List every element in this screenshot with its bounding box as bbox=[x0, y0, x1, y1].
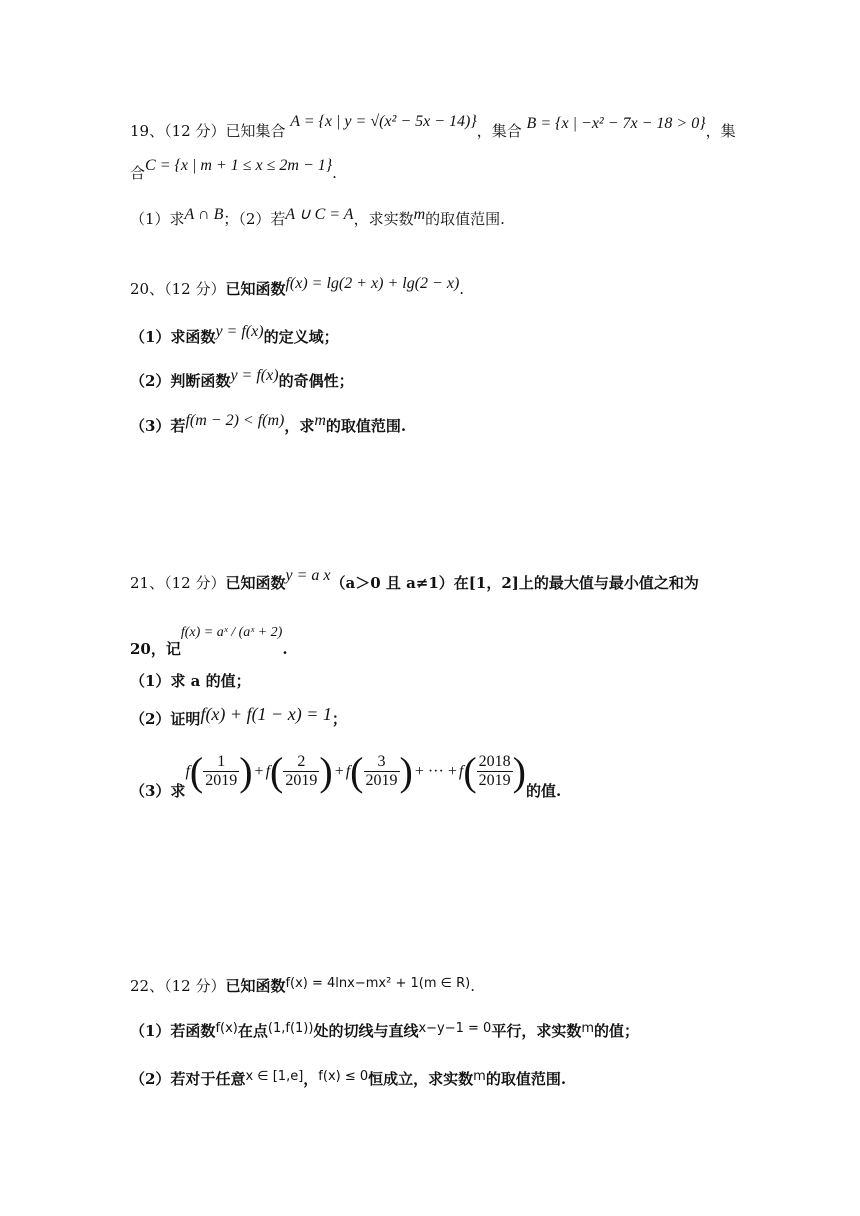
q22-part2 bbox=[130, 1068, 566, 1089]
q20-p1-c: 的定义域； bbox=[263, 328, 339, 346]
q21-number: 21、（12 分） bbox=[130, 574, 226, 592]
fraction-denominator: 2019 bbox=[285, 772, 318, 789]
q21-sum-expression bbox=[185, 748, 526, 794]
q21-part2 bbox=[130, 704, 347, 729]
q22-p2-a: （2）若对于任意 bbox=[130, 1070, 246, 1088]
sum-fraction bbox=[477, 753, 513, 790]
sum-term bbox=[185, 748, 253, 794]
q20-part1 bbox=[130, 323, 339, 347]
left-paren: ( bbox=[463, 748, 477, 794]
q22-p2-interval: x ∈ [1,e] bbox=[245, 1069, 304, 1084]
q20-part2 bbox=[130, 367, 354, 391]
q20-line1 bbox=[130, 275, 465, 299]
q21-condition: （a＞0 且 a≠1）在[1，2]上的最大值与最小值之和为 bbox=[330, 574, 699, 592]
q20-p3-expr: f(m − 2) < f(m) bbox=[185, 412, 285, 429]
sum-f: f bbox=[345, 762, 351, 780]
q19-text-tail: ，集 bbox=[705, 122, 736, 140]
q22-p2-g: 的取值范围. bbox=[485, 1070, 567, 1088]
q19-number: 19 bbox=[130, 122, 150, 140]
q21-p2-c: ； bbox=[331, 710, 347, 728]
q22-p2-c: ， bbox=[303, 1070, 319, 1088]
sum-operator: + bbox=[254, 762, 264, 780]
q22-part1 bbox=[130, 1020, 639, 1041]
fraction-denominator: 2019 bbox=[365, 772, 398, 789]
q21-l2-a: 20，记 bbox=[130, 640, 181, 658]
fraction-numerator: 2018 bbox=[478, 753, 511, 770]
right-paren: ) bbox=[512, 748, 526, 794]
q22-line1 bbox=[130, 975, 475, 996]
q20-p3-a: （3）若 bbox=[130, 417, 186, 435]
sum-f: f bbox=[458, 762, 464, 780]
fraction-denominator: 2019 bbox=[205, 772, 238, 789]
q22-p2-m: m bbox=[473, 1069, 486, 1084]
q19-union: A ∪ C = A bbox=[285, 206, 354, 223]
q19-text-he: 合 bbox=[130, 164, 146, 182]
sum-term bbox=[458, 748, 526, 794]
q20-period: . bbox=[459, 280, 465, 298]
right-paren: ) bbox=[319, 748, 333, 794]
left-paren: ( bbox=[350, 748, 364, 794]
q20-intro: 已知函数 bbox=[225, 280, 286, 298]
q20-p2-expr: y = f(x) bbox=[230, 367, 279, 384]
q22-p1-g: 平行，求实数 bbox=[491, 1022, 582, 1040]
q20-var-m: m bbox=[314, 412, 326, 429]
sum-operator: + bbox=[334, 762, 344, 780]
q19-line1 bbox=[130, 113, 736, 141]
q22-period: . bbox=[470, 977, 475, 995]
q22-p1-c: 在点 bbox=[237, 1022, 268, 1040]
left-paren: ( bbox=[270, 748, 284, 794]
left-paren: ( bbox=[189, 748, 204, 794]
q21-function: y = a x bbox=[285, 567, 331, 584]
q22-intro: 已知函数 bbox=[225, 977, 286, 995]
q19-set-c: C = {x | m + 1 ≤ x ≤ 2m − 1} bbox=[145, 157, 333, 174]
q19-var-m: m bbox=[413, 206, 426, 223]
q21-p3-a: （3）求 bbox=[130, 782, 186, 800]
q19-period: . bbox=[332, 164, 337, 182]
sum-operator: + ··· + bbox=[414, 762, 457, 780]
sum-term bbox=[265, 748, 333, 794]
q22-p1-point: (1,f(1)) bbox=[267, 1021, 314, 1036]
fraction-numerator: 2 bbox=[283, 753, 319, 772]
q20-p1-expr: y = f(x) bbox=[215, 323, 264, 340]
q20-p2-a: （2）判断函数 bbox=[130, 372, 231, 390]
q19-p1-g: 的取值范围. bbox=[425, 210, 505, 228]
q21-l2-b: . bbox=[282, 640, 288, 658]
q19-text-mid: ，集合 bbox=[476, 122, 522, 140]
q22-p1-m: m bbox=[581, 1021, 595, 1036]
sum-f: f bbox=[185, 762, 190, 780]
fraction-denominator: 2019 bbox=[478, 772, 511, 789]
q21-part3 bbox=[130, 742, 561, 801]
q19-p1-e: ，求实数 bbox=[353, 210, 414, 228]
q19-line2 bbox=[130, 157, 337, 183]
q21-p3-c: 的值. bbox=[525, 782, 562, 800]
q21-part1 bbox=[130, 670, 251, 691]
q20-p3-c: ，求 bbox=[284, 417, 315, 435]
q20-p2-c: 的奇偶性； bbox=[278, 372, 354, 390]
q22-p1-line: x−y−1 = 0 bbox=[418, 1021, 492, 1036]
q20-function: f(x) = lg(2 + x) + lg(2 − x) bbox=[285, 275, 460, 292]
q20-p1-a: （1）求函数 bbox=[130, 328, 216, 346]
q21-line2 bbox=[130, 620, 288, 658]
q21-p2-expr: f(x) + f(1 − x) = 1 bbox=[200, 704, 332, 724]
q22-p1-a: （1）若函数 bbox=[130, 1022, 216, 1040]
right-paren: ) bbox=[399, 748, 413, 794]
sum-fraction bbox=[364, 753, 400, 790]
q22-number: 22、（12 分） bbox=[130, 977, 226, 995]
sum-fraction bbox=[283, 753, 319, 790]
q21-intro: 已知函数 bbox=[225, 574, 286, 592]
q20-part3 bbox=[130, 412, 407, 436]
fraction-numerator: 3 bbox=[364, 753, 400, 772]
q21-p2-a: （2）证明 bbox=[130, 710, 201, 728]
q22-p1-e: 处的切线与直线 bbox=[313, 1022, 419, 1040]
q20-number: 20、（12 分） bbox=[130, 280, 226, 298]
q19-points: 、（12 分）已知集合 bbox=[149, 122, 286, 140]
q19-set-a: A = {x | y = √(x² − 5x − 14)} bbox=[290, 113, 477, 130]
q21-p1: （1）求 a 的值； bbox=[130, 672, 251, 690]
q22-p1-i: 的值； bbox=[594, 1022, 640, 1040]
q20-p3-e: 的取值范围. bbox=[325, 417, 407, 435]
q21-line1 bbox=[130, 567, 699, 593]
q22-p2-e: 恒成立，求实数 bbox=[368, 1070, 474, 1088]
q22-p2-ineq: f(x) ≤ 0 bbox=[318, 1069, 369, 1084]
q22-function: f(x) = 4lnx−mx² + 1(m ∈ R) bbox=[285, 976, 471, 991]
q19-p1-a: （1）求 bbox=[130, 210, 185, 228]
q22-p1-fx: f(x) bbox=[215, 1021, 238, 1036]
fraction-numerator: 1 bbox=[203, 753, 239, 772]
sum-f: f bbox=[265, 762, 271, 780]
sum-fraction bbox=[203, 753, 239, 790]
q19-line3 bbox=[130, 208, 505, 229]
q19-intersection: A ∩ B bbox=[184, 206, 224, 223]
sum-term bbox=[345, 748, 413, 794]
q19-p1-c: ；（2）若 bbox=[223, 210, 286, 228]
q21-fdef: f(x) = aˣ / (aˣ + 2) bbox=[180, 625, 283, 640]
q19-set-b: B = {x | −x² − 7x − 18 > 0} bbox=[526, 115, 706, 132]
right-paren: ) bbox=[239, 748, 253, 794]
